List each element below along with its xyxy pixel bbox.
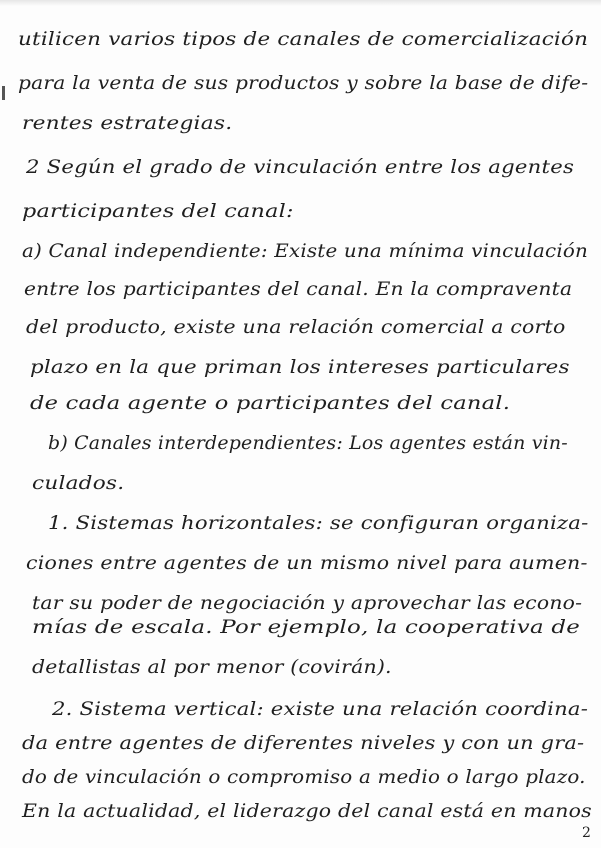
text-line: 2 Según el grado de vinculación entre los agentes xyxy=(26,156,575,178)
text-line: mías de escala. Por ejemplo, la cooperativa de xyxy=(32,616,581,638)
text-line: do de vinculación o compromiso a medio o largo plazo. xyxy=(22,766,586,788)
text-line: utilicen varios tipos de canales de comercialización xyxy=(18,28,589,50)
text-line: En la actualidad, el liderazgo del canal está en manos xyxy=(22,800,592,822)
text-line: 1. Sistemas horizontales: se configuran organiza- xyxy=(48,512,589,534)
page-number: 2 xyxy=(582,825,591,841)
text-line: detallistas al por menor (covirán). xyxy=(32,656,392,678)
text-line: de cada agente o participantes del canal. xyxy=(30,392,511,414)
text-line: da entre agentes de diferentes niveles y con un gra- xyxy=(22,732,585,754)
text-line: del producto, existe una relación comercial a corto xyxy=(26,316,566,338)
text-line: culados. xyxy=(32,472,125,494)
text-line: b) Canales interdependientes: Los agentes están vin- xyxy=(48,432,568,454)
text-line: 2. Sistema vertical: existe una relación coordina- xyxy=(52,698,589,720)
text-line: ciones entre agentes de un mismo nivel para aumen- xyxy=(26,552,588,574)
text-line: para la venta de sus productos y sobre la base de dife- xyxy=(18,72,589,94)
text-line: entre los participantes del canal. En la compraventa xyxy=(24,278,573,300)
margin-mark xyxy=(2,86,5,100)
text-line: plazo en la que priman los intereses particulares xyxy=(30,356,570,378)
text-line: rentes estrategias. xyxy=(22,112,233,134)
text-line: tar su poder de negociación y aprovechar las econo- xyxy=(32,592,583,614)
scan-edge-shadow xyxy=(0,0,601,6)
text-line: a) Canal independiente: Existe una mínima vinculación xyxy=(22,240,589,262)
text-line: participantes del canal: xyxy=(22,200,294,222)
